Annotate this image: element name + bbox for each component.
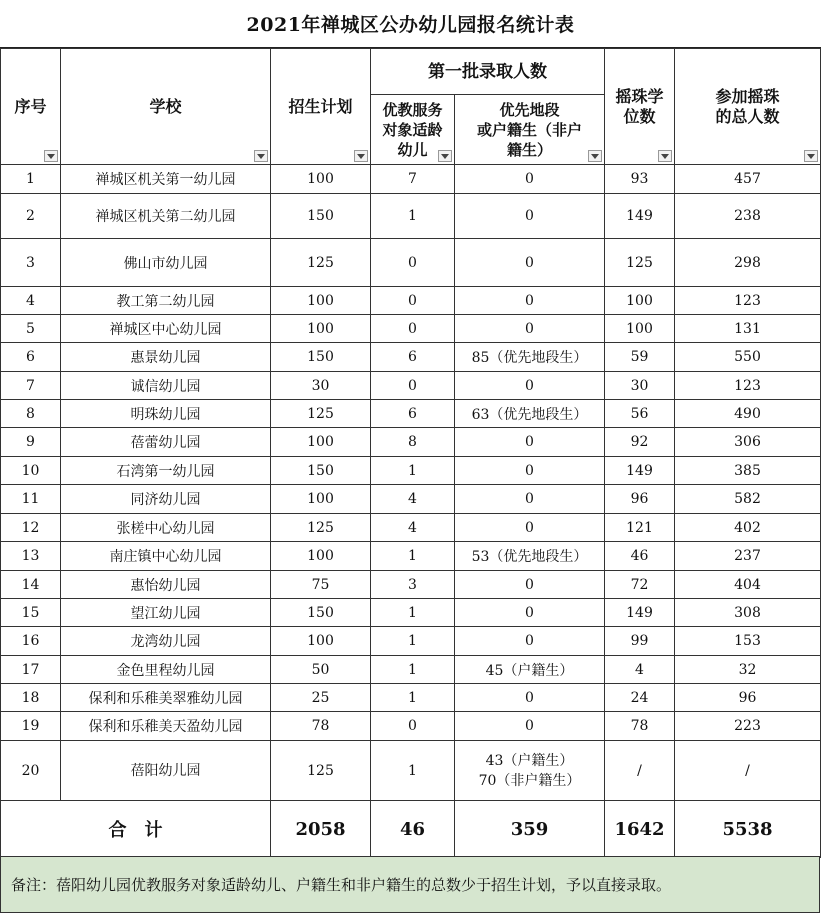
- cell-lottery: 99: [605, 627, 675, 656]
- table-row: [1, 656, 821, 684]
- cell-school: 诚信幼儿园: [61, 372, 271, 400]
- cell-area: 0: [455, 194, 605, 239]
- table-row: [1, 514, 821, 542]
- cell-plan: 50: [271, 656, 371, 684]
- header-plan-label: 招生计划: [288, 96, 353, 116]
- cell-seq: 14: [1, 571, 61, 599]
- filter-dropdown-icon[interactable]: [658, 150, 672, 162]
- cell-plan: 150: [271, 457, 371, 485]
- cell-school: 龙湾幼儿园: [61, 627, 271, 656]
- header-service-line3: 幼儿: [397, 140, 428, 159]
- cell-service: 8: [371, 428, 455, 457]
- header-area-line2: 或户籍生（非户: [476, 120, 582, 139]
- cell-service: 1: [371, 194, 455, 239]
- cell-school: 禅城区中心幼儿园: [61, 315, 271, 343]
- cell-participants: 402: [675, 514, 821, 542]
- cell-area: 63（优先地段生）: [455, 400, 605, 428]
- table-title: 2021年禅城区公办幼儿园报名统计表: [0, 0, 821, 48]
- cell-plan: 150: [271, 343, 371, 372]
- total-area: 359: [455, 801, 605, 858]
- cell-participants: 153: [675, 627, 821, 656]
- header-lottery-line1: 摇珠学: [615, 86, 664, 106]
- cell-seq: 19: [1, 712, 61, 741]
- header-lottery-seats: [605, 49, 675, 165]
- cell-participants: 490: [675, 400, 821, 428]
- cell-area: 0: [455, 712, 605, 741]
- cell-plan: 75: [271, 571, 371, 599]
- total-plan: 2058: [271, 801, 371, 858]
- cell-school: 望江幼儿园: [61, 599, 271, 627]
- table-row: [1, 542, 821, 571]
- header-lottery-line2: 位数: [623, 106, 656, 126]
- header-participants-line2: 的总人数: [715, 106, 780, 126]
- cell-participants: 96: [675, 684, 821, 712]
- cell-lottery: 121: [605, 514, 675, 542]
- cell-service: 1: [371, 741, 455, 801]
- header-priority-area: [455, 95, 605, 165]
- cell-participants: 32: [675, 656, 821, 684]
- cell-plan: 100: [271, 627, 371, 656]
- cell-school: 佛山市幼儿园: [61, 239, 271, 287]
- total-label: 合 计: [1, 801, 271, 858]
- cell-lottery: /: [605, 741, 675, 801]
- cell-area: 0: [455, 457, 605, 485]
- filter-dropdown-icon[interactable]: [804, 150, 818, 162]
- header-seq: [1, 49, 61, 165]
- cell-participants: 306: [675, 428, 821, 457]
- header-total-participants: [675, 49, 821, 165]
- table-row: [1, 571, 821, 599]
- cell-plan: 100: [271, 428, 371, 457]
- cell-lottery: 100: [605, 287, 675, 315]
- table-row: [1, 165, 821, 194]
- cell-area: 53（优先地段生）: [455, 542, 605, 571]
- cell-service: 0: [371, 712, 455, 741]
- cell-area-line1: 43（户籍生）: [485, 752, 574, 769]
- cell-seq: 9: [1, 428, 61, 457]
- cell-participants: 385: [675, 457, 821, 485]
- cell-seq: 12: [1, 514, 61, 542]
- cell-lottery: 92: [605, 428, 675, 457]
- cell-school: 惠怡幼儿园: [61, 571, 271, 599]
- cell-area: 0: [455, 599, 605, 627]
- table-row: [1, 194, 821, 239]
- table-row: [1, 627, 821, 656]
- cell-participants: 582: [675, 485, 821, 514]
- total-lottery: 1642: [605, 801, 675, 858]
- header-service-line1: 优教服务: [382, 100, 443, 119]
- header-participants-line1: 参加摇珠: [715, 86, 780, 106]
- total-service: 46: [371, 801, 455, 858]
- cell-service: 6: [371, 343, 455, 372]
- cell-lottery: 100: [605, 315, 675, 343]
- header-school: [61, 49, 271, 165]
- cell-school: 保利和乐稚美天盈幼儿园: [61, 712, 271, 741]
- cell-service: 1: [371, 599, 455, 627]
- cell-school: 石湾第一幼儿园: [61, 457, 271, 485]
- footnote: 备注：蓓阳幼儿园优教服务对象适龄幼儿、户籍生和非户籍生的总数少于招生计划，予以直接录取。: [0, 856, 820, 913]
- filter-dropdown-icon[interactable]: [254, 150, 268, 162]
- cell-participants: 237: [675, 542, 821, 571]
- cell-plan: 100: [271, 542, 371, 571]
- table-row: [1, 712, 821, 741]
- filter-dropdown-icon[interactable]: [354, 150, 368, 162]
- cell-seq: 1: [1, 165, 61, 194]
- total-row: [1, 801, 821, 858]
- cell-area: 0: [455, 165, 605, 194]
- cell-area: 0: [455, 372, 605, 400]
- table-row: [1, 343, 821, 372]
- cell-school: 禅城区机关第一幼儿园: [61, 165, 271, 194]
- cell-seq: 7: [1, 372, 61, 400]
- table-row: [1, 372, 821, 400]
- cell-service: 3: [371, 571, 455, 599]
- cell-lottery: 149: [605, 457, 675, 485]
- cell-participants: 308: [675, 599, 821, 627]
- cell-school: 南庄镇中心幼儿园: [61, 542, 271, 571]
- table-row: [1, 315, 821, 343]
- cell-area: 0: [455, 571, 605, 599]
- cell-service: 0: [371, 315, 455, 343]
- cell-area-line2: 70（非户籍生）: [478, 772, 581, 789]
- cell-lottery: 56: [605, 400, 675, 428]
- cell-participants: 238: [675, 194, 821, 239]
- cell-seq: 20: [1, 741, 61, 801]
- cell-service: 0: [371, 372, 455, 400]
- cell-area: 0: [455, 428, 605, 457]
- cell-lottery: 149: [605, 194, 675, 239]
- table-row: [1, 287, 821, 315]
- cell-seq: 5: [1, 315, 61, 343]
- filter-dropdown-icon[interactable]: [588, 150, 602, 162]
- cell-participants: 550: [675, 343, 821, 372]
- cell-plan: 30: [271, 372, 371, 400]
- cell-plan: 125: [271, 514, 371, 542]
- cell-participants: 223: [675, 712, 821, 741]
- cell-seq: 10: [1, 457, 61, 485]
- cell-area: 0: [455, 239, 605, 287]
- cell-service: 0: [371, 239, 455, 287]
- header-area-line1: 优先地段: [499, 100, 560, 119]
- header-plan: [271, 49, 371, 165]
- cell-area: 0: [455, 514, 605, 542]
- cell-participants: /: [675, 741, 821, 801]
- cell-area: [455, 741, 605, 801]
- cell-school: 金色里程幼儿园: [61, 656, 271, 684]
- cell-plan: 125: [271, 400, 371, 428]
- cell-lottery: 46: [605, 542, 675, 571]
- cell-plan: 100: [271, 165, 371, 194]
- cell-school: 保利和乐稚美翠雅幼儿园: [61, 684, 271, 712]
- header-school-label: 学校: [149, 96, 182, 116]
- cell-seq: 2: [1, 194, 61, 239]
- table-row: [1, 599, 821, 627]
- cell-service: 0: [371, 287, 455, 315]
- cell-service: 1: [371, 457, 455, 485]
- table-row: [1, 457, 821, 485]
- cell-lottery: 24: [605, 684, 675, 712]
- cell-school: 惠景幼儿园: [61, 343, 271, 372]
- cell-school: 教工第二幼儿园: [61, 287, 271, 315]
- cell-seq: 6: [1, 343, 61, 372]
- cell-seq: 17: [1, 656, 61, 684]
- table-row: [1, 428, 821, 457]
- cell-lottery: 93: [605, 165, 675, 194]
- cell-area: 0: [455, 684, 605, 712]
- cell-participants: 298: [675, 239, 821, 287]
- cell-plan: 78: [271, 712, 371, 741]
- table-row: [1, 239, 821, 287]
- cell-area: 0: [455, 315, 605, 343]
- header-service-line2: 对象适龄: [382, 120, 443, 139]
- cell-school: 蓓阳幼儿园: [61, 741, 271, 801]
- filter-dropdown-icon[interactable]: [438, 150, 452, 162]
- cell-school: 禅城区机关第二幼儿园: [61, 194, 271, 239]
- table-row: [1, 485, 821, 514]
- header-seq-label: 序号: [14, 96, 47, 116]
- cell-plan: 100: [271, 315, 371, 343]
- filter-dropdown-icon[interactable]: [44, 150, 58, 162]
- header-first-batch: 第一批录取人数: [371, 49, 605, 95]
- cell-area: 85（优先地段生）: [455, 343, 605, 372]
- cell-area: 0: [455, 627, 605, 656]
- cell-service: 6: [371, 400, 455, 428]
- cell-lottery: 78: [605, 712, 675, 741]
- cell-service: 4: [371, 485, 455, 514]
- cell-service: 4: [371, 514, 455, 542]
- cell-lottery: 72: [605, 571, 675, 599]
- cell-participants: 123: [675, 287, 821, 315]
- cell-participants: 404: [675, 571, 821, 599]
- cell-seq: 13: [1, 542, 61, 571]
- cell-lottery: 149: [605, 599, 675, 627]
- cell-plan: 150: [271, 599, 371, 627]
- cell-area: 0: [455, 287, 605, 315]
- cell-seq: 16: [1, 627, 61, 656]
- cell-plan: 25: [271, 684, 371, 712]
- cell-lottery: 96: [605, 485, 675, 514]
- table-row: [1, 400, 821, 428]
- cell-plan: 125: [271, 239, 371, 287]
- cell-seq: 3: [1, 239, 61, 287]
- cell-service: 1: [371, 656, 455, 684]
- header-area-line3: 籍生）: [506, 140, 552, 159]
- cell-participants: 123: [675, 372, 821, 400]
- cell-area: 0: [455, 485, 605, 514]
- cell-service: 1: [371, 684, 455, 712]
- total-participants: 5538: [675, 801, 821, 858]
- header-priority-service: [371, 95, 455, 165]
- cell-seq: 11: [1, 485, 61, 514]
- cell-seq: 15: [1, 599, 61, 627]
- cell-plan: 125: [271, 741, 371, 801]
- cell-school: 同济幼儿园: [61, 485, 271, 514]
- cell-lottery: 4: [605, 656, 675, 684]
- cell-plan: 100: [271, 485, 371, 514]
- cell-service: 1: [371, 627, 455, 656]
- cell-lottery: 125: [605, 239, 675, 287]
- cell-lottery: 30: [605, 372, 675, 400]
- cell-school: 蓓蕾幼儿园: [61, 428, 271, 457]
- cell-plan: 150: [271, 194, 371, 239]
- cell-participants: 131: [675, 315, 821, 343]
- cell-seq: 8: [1, 400, 61, 428]
- cell-service: 7: [371, 165, 455, 194]
- cell-seq: 18: [1, 684, 61, 712]
- cell-seq: 4: [1, 287, 61, 315]
- table-row: [1, 741, 821, 801]
- cell-area: 45（户籍生）: [455, 656, 605, 684]
- table-row: [1, 684, 821, 712]
- enrollment-table: [0, 48, 821, 858]
- cell-plan: 100: [271, 287, 371, 315]
- cell-service: 1: [371, 542, 455, 571]
- cell-school: 明珠幼儿园: [61, 400, 271, 428]
- cell-participants: 457: [675, 165, 821, 194]
- cell-lottery: 59: [605, 343, 675, 372]
- cell-school: 张槎中心幼儿园: [61, 514, 271, 542]
